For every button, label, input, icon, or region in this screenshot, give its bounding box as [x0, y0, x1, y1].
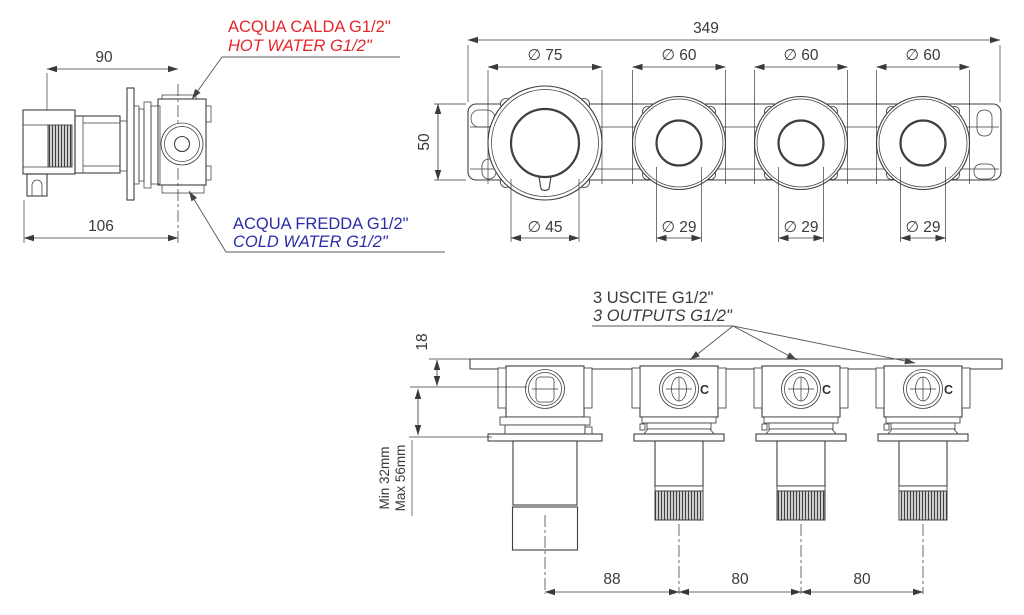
- dim-d29-text-3: ∅ 29: [905, 219, 941, 236]
- port-letter-3: C: [822, 383, 832, 397]
- side-view: [23, 18, 445, 252]
- dim-106-text: 106: [88, 218, 114, 235]
- side-view-part: [23, 84, 211, 246]
- bottom-unit-3: [754, 366, 848, 594]
- dimension-106: [24, 200, 178, 243]
- outputs-label-it: 3 USCITE G1/2": [593, 289, 714, 307]
- dim-d29-text-1: ∅ 29: [661, 219, 697, 236]
- escutcheon-3: [756, 434, 846, 441]
- dim-80-text-2: 80: [853, 571, 871, 588]
- outputs-label-en: 3 OUTPUTS G1/2": [593, 307, 732, 325]
- handle-knurl: [48, 125, 72, 167]
- handle-lines: [23, 125, 48, 167]
- dim-50-text: 50: [416, 133, 433, 151]
- hot-water-leader: [192, 57, 400, 99]
- handle-adapter: [75, 116, 127, 173]
- knob-thermostat: [488, 86, 602, 200]
- valve-block: [158, 95, 211, 193]
- dim-d29-text-2: ∅ 29: [783, 219, 819, 236]
- hot-water-label-en: HOT WATER G1/2": [228, 37, 372, 55]
- cold-water-label-en: COLD WATER G1/2": [233, 233, 388, 251]
- escutcheon-1: [488, 434, 602, 441]
- wall-plate-edge: [127, 88, 134, 200]
- cold-water-label-it: ACQUA FREDDA G1/2": [233, 215, 409, 233]
- bottom-unit-2: [632, 366, 726, 594]
- port-letter-4: C: [944, 383, 954, 397]
- stem-1-upper: [513, 441, 577, 505]
- cold-water-label: [189, 191, 445, 252]
- dim-d60-text-1: ∅ 60: [661, 47, 697, 64]
- escutcheon-2: [634, 434, 724, 441]
- dim-d75-text: ∅ 75: [527, 47, 563, 64]
- knob-4: [877, 97, 970, 190]
- bottom-unit-thermostat: [488, 366, 602, 594]
- dim-d60-text-3: ∅ 60: [905, 47, 941, 64]
- dimension-50: [416, 104, 466, 180]
- dim-18-text: 18: [414, 333, 431, 351]
- knob-2: [633, 97, 726, 190]
- dim-min-text: Min 32mm: [377, 446, 392, 510]
- cartridge-rings: [134, 102, 160, 188]
- outputs-label: [592, 289, 915, 363]
- port-letter-2: C: [700, 383, 710, 397]
- hot-water-label: [192, 18, 400, 99]
- dimension-spacings: [545, 571, 923, 592]
- bottom-view: [377, 289, 1002, 594]
- escutcheon-4: [878, 434, 968, 441]
- hot-water-label-it: ACQUA CALDA G1/2": [228, 18, 391, 36]
- knob-3: [755, 97, 848, 190]
- front-view: [416, 20, 1001, 242]
- dim-max-text: Max 56mm: [393, 444, 408, 512]
- dimension-min-max: [377, 389, 492, 516]
- dim-d45-text: ∅ 45: [527, 219, 563, 236]
- dim-d60-text-2: ∅ 60: [783, 47, 819, 64]
- dim-349-text: 349: [693, 20, 719, 37]
- handle-clip: [27, 174, 47, 196]
- dim-80-text-1: 80: [731, 571, 749, 588]
- dim-88-text: 88: [603, 571, 621, 588]
- front-view-part: [468, 86, 1001, 200]
- side-port-outer: [161, 123, 203, 165]
- bottom-unit-4: [876, 366, 970, 594]
- dim-90-text: 90: [95, 49, 113, 66]
